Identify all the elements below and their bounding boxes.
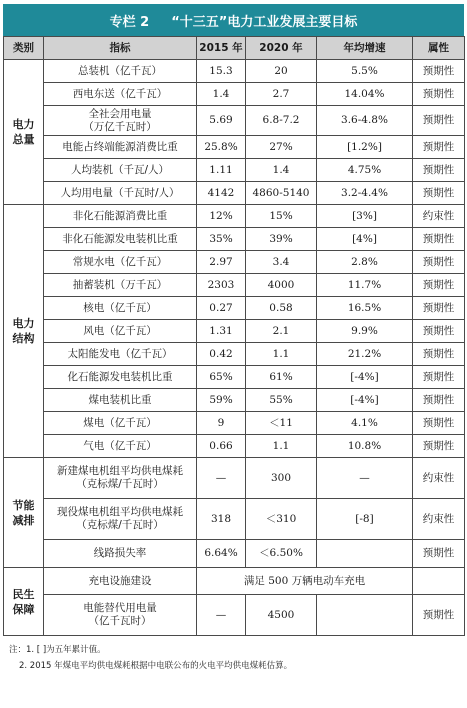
value-2020-cell: 1.4 (246, 159, 317, 182)
table-row (4, 595, 465, 636)
indicator-cell: 核电（亿千瓦） (44, 297, 197, 320)
attribute-cell: 预期性 (413, 540, 465, 568)
growth-cell: [1.2%] (317, 136, 413, 159)
value-2020-cell: ＜6.50% (246, 540, 317, 568)
attribute-cell: 预期性 (413, 182, 465, 205)
header-category: 类别 (4, 37, 44, 60)
table-row (4, 106, 465, 136)
table-title: “十三五”电力工业发展主要目标 (171, 14, 358, 30)
value-2020-cell: 27% (246, 136, 317, 159)
attribute-cell: 预期性 (413, 106, 465, 136)
table-title-bar (3, 4, 464, 36)
value-2015-cell: 6.64% (197, 540, 246, 568)
attribute-cell: 预期性 (413, 136, 465, 159)
growth-cell: 16.5% (317, 297, 413, 320)
table-row (4, 274, 465, 297)
growth-cell: 9.9% (317, 320, 413, 343)
attribute-cell: 约束性 (413, 458, 465, 499)
indicator-cell: 电能占终端能源消费比重 (44, 136, 197, 159)
indicator-cell: 非化石能源发电装机比重 (44, 228, 197, 251)
indicator-cell: 风电（亿千瓦） (44, 320, 197, 343)
growth-cell (317, 595, 413, 636)
attribute-cell: 预期性 (413, 389, 465, 412)
value-2015-cell: 1.4 (197, 83, 246, 106)
attribute-cell: 预期性 (413, 228, 465, 251)
value-2015-cell: 15.3 (197, 60, 246, 83)
value-2015-cell: 2303 (197, 274, 246, 297)
value-2020-cell: 2.7 (246, 83, 317, 106)
indicator-cell: 电能替代用电量 （亿千瓦时） (44, 595, 197, 636)
attribute-cell: 预期性 (413, 343, 465, 366)
indicator-cell: 抽蓄装机（万千瓦） (44, 274, 197, 297)
value-2020-cell: 4860-5140 (246, 182, 317, 205)
value-2015-cell: 0.27 (197, 297, 246, 320)
value-2020-cell: 4000 (246, 274, 317, 297)
merged-target-cell: 满足 500 万辆电动车充电 (197, 568, 413, 595)
growth-cell: 4.75% (317, 159, 413, 182)
category-power-total: 电力 总量 (4, 60, 44, 205)
value-2015-cell: — (197, 458, 246, 499)
value-2020-cell: 4500 (246, 595, 317, 636)
indicator-cell: 新建煤电机组平均供电煤耗 （克标煤/千瓦时） (44, 458, 197, 499)
value-2020-cell: 1.1 (246, 435, 317, 458)
growth-cell: 3.2-4.4% (317, 182, 413, 205)
attribute-cell: 约束性 (413, 205, 465, 228)
value-2020-cell: ＜11 (246, 412, 317, 435)
growth-cell: [4%] (317, 228, 413, 251)
indicator-cell: 线路损失率 (44, 540, 197, 568)
value-2020-cell: 20 (246, 60, 317, 83)
column-label: 专栏 2 (109, 14, 150, 30)
growth-cell: 11.7% (317, 274, 413, 297)
indicator-cell: 人均用电量（千瓦时/人） (44, 182, 197, 205)
value-2020-cell: 15% (246, 205, 317, 228)
attribute-cell: 预期性 (413, 320, 465, 343)
value-2020-cell: ＜310 (246, 499, 317, 540)
growth-cell: [-8] (317, 499, 413, 540)
value-2015-cell: 9 (197, 412, 246, 435)
policy-table-panel (3, 4, 464, 674)
growth-cell: 10.8% (317, 435, 413, 458)
attribute-cell: 约束性 (413, 499, 465, 540)
attribute-cell: 预期性 (413, 412, 465, 435)
table-row (4, 499, 465, 540)
header-growth: 年均增速 (317, 37, 413, 60)
value-2020-cell: 300 (246, 458, 317, 499)
indicator-cell: 充电设施建设 (44, 568, 197, 595)
table-row (4, 343, 465, 366)
indicator-cell: 现役煤电机组平均供电煤耗 （克标煤/千瓦时） (44, 499, 197, 540)
header-attribute: 属性 (413, 37, 465, 60)
table-row (4, 435, 465, 458)
table-notes (3, 642, 464, 674)
indicator-cell: 常规水电（亿千瓦） (44, 251, 197, 274)
table-row (4, 60, 465, 83)
attribute-cell (413, 568, 465, 595)
indicator-cell: 西电东送（亿千瓦） (44, 83, 197, 106)
indicator-cell: 气电（亿千瓦） (44, 435, 197, 458)
growth-cell: 14.04% (317, 83, 413, 106)
value-2020-cell: 2.1 (246, 320, 317, 343)
header-2015: 2015 年 (197, 37, 246, 60)
value-2015-cell: 25.8% (197, 136, 246, 159)
growth-cell: [3%] (317, 205, 413, 228)
value-2020-cell: 1.1 (246, 343, 317, 366)
value-2020-cell: 0.58 (246, 297, 317, 320)
indicator-cell: 煤电（亿千瓦） (44, 412, 197, 435)
table-row (4, 540, 465, 568)
value-2015-cell: 5.69 (197, 106, 246, 136)
attribute-cell: 预期性 (413, 159, 465, 182)
growth-cell: [-4%] (317, 366, 413, 389)
value-2020-cell: 55% (246, 389, 317, 412)
value-2020-cell: 39% (246, 228, 317, 251)
table-row (4, 136, 465, 159)
table-row (4, 159, 465, 182)
attribute-cell: 预期性 (413, 251, 465, 274)
targets-table (3, 36, 465, 636)
growth-cell: 4.1% (317, 412, 413, 435)
value-2015-cell: 0.66 (197, 435, 246, 458)
value-2015-cell: 12% (197, 205, 246, 228)
category-livelihood: 民生 保障 (4, 568, 44, 636)
indicator-cell: 非化石能源消费比重 (44, 205, 197, 228)
attribute-cell: 预期性 (413, 83, 465, 106)
table-row (4, 458, 465, 499)
indicator-cell: 煤电装机比重 (44, 389, 197, 412)
header-indicator: 指标 (44, 37, 197, 60)
indicator-cell: 化石能源发电装机比重 (44, 366, 197, 389)
value-2015-cell: 4142 (197, 182, 246, 205)
growth-cell: 2.8% (317, 251, 413, 274)
indicator-cell: 人均装机（千瓦/人） (44, 159, 197, 182)
header-2020: 2020 年 (246, 37, 317, 60)
category-energy-saving: 节能 减排 (4, 458, 44, 568)
value-2015-cell: 1.31 (197, 320, 246, 343)
growth-cell (317, 540, 413, 568)
value-2020-cell: 61% (246, 366, 317, 389)
indicator-cell: 太阳能发电（亿千瓦） (44, 343, 197, 366)
attribute-cell: 预期性 (413, 366, 465, 389)
table-row (4, 205, 465, 228)
table-header-row (4, 37, 465, 60)
value-2015-cell: 35% (197, 228, 246, 251)
table-row (4, 228, 465, 251)
attribute-cell: 预期性 (413, 60, 465, 83)
table-row (4, 568, 465, 595)
table-row (4, 251, 465, 274)
attribute-cell: 预期性 (413, 274, 465, 297)
value-2015-cell: 318 (197, 499, 246, 540)
value-2015-cell: 59% (197, 389, 246, 412)
value-2015-cell: — (197, 595, 246, 636)
value-2015-cell: 2.97 (197, 251, 246, 274)
attribute-cell: 预期性 (413, 435, 465, 458)
attribute-cell: 预期性 (413, 595, 465, 636)
value-2015-cell: 0.42 (197, 343, 246, 366)
table-row (4, 366, 465, 389)
table-row (4, 412, 465, 435)
table-row (4, 297, 465, 320)
growth-cell: 5.5% (317, 60, 413, 83)
growth-cell: [-4%] (317, 389, 413, 412)
note-line: 2. 2015 年煤电平均供电煤耗根据中电联公布的火电平均供电煤耗估算。 (19, 661, 293, 671)
indicator-cell: 总装机（亿千瓦） (44, 60, 197, 83)
growth-cell: 3.6-4.8% (317, 106, 413, 136)
table-row (4, 182, 465, 205)
note-line: 注：1. [ ]为五年累计值。 (9, 645, 106, 655)
indicator-cell: 全社会用电量 （万亿千瓦时） (44, 106, 197, 136)
attribute-cell: 预期性 (413, 297, 465, 320)
table-row (4, 83, 465, 106)
value-2020-cell: 6.8-7.2 (246, 106, 317, 136)
value-2015-cell: 65% (197, 366, 246, 389)
growth-cell: — (317, 458, 413, 499)
category-power-structure: 电力 结构 (4, 205, 44, 458)
table-row (4, 389, 465, 412)
value-2020-cell: 3.4 (246, 251, 317, 274)
value-2015-cell: 1.11 (197, 159, 246, 182)
growth-cell: 21.2% (317, 343, 413, 366)
table-row (4, 320, 465, 343)
